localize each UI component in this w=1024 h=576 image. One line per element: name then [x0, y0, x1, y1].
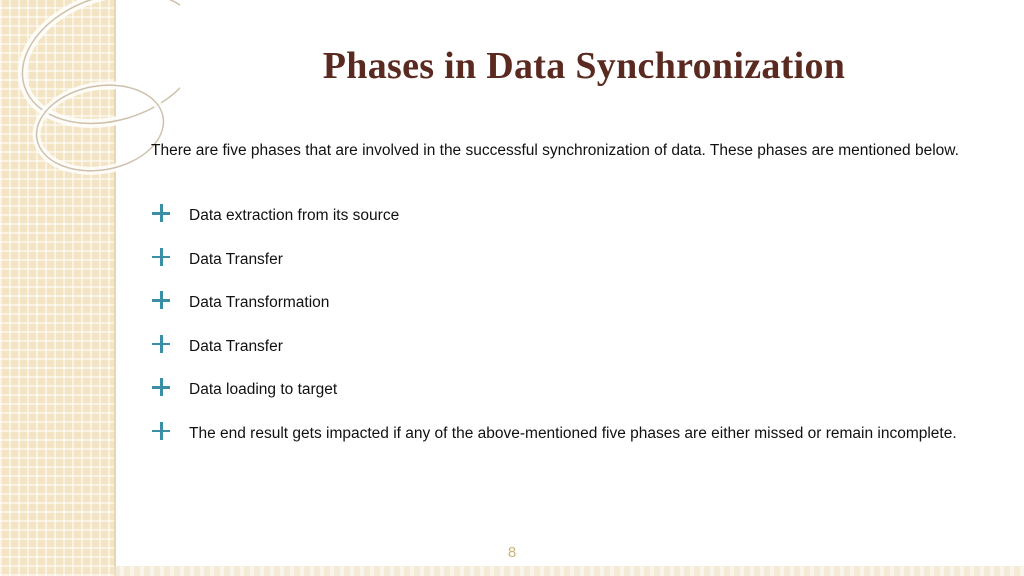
list-item [151, 248, 962, 272]
page-number: 8 [507, 544, 517, 561]
bullet-text: Data loading to target [189, 381, 338, 398]
list-item [151, 378, 962, 402]
plus-icon [152, 335, 170, 353]
list-item [151, 204, 962, 228]
intro-paragraph: There are five phases that are involved in the successful synchronization of data. These phases are mentioned below. [151, 142, 959, 159]
bullet-text: Data Transfer [189, 337, 283, 355]
bullet-text: Data Transfer [189, 250, 283, 268]
bullet-text: Data Transformation [189, 294, 330, 311]
list-item [151, 422, 962, 446]
bullet-text: Data extraction from its source [189, 207, 400, 224]
plus-icon [152, 422, 170, 440]
plus-icon [152, 204, 170, 222]
plus-icon [152, 291, 170, 309]
decorative-rings [0, 0, 180, 200]
list-item [151, 291, 962, 315]
decorative-bottom-band [114, 566, 1024, 576]
bullet-text: The end result gets impacted if any of the above-mentioned five phases are either missed or remain incomplete. [189, 424, 957, 442]
list-item [151, 335, 962, 359]
plus-icon [152, 248, 170, 266]
plus-icon [152, 378, 170, 396]
slide-title: Phases in Data Synchronization [322, 45, 846, 87]
bullet-list [151, 204, 962, 465]
